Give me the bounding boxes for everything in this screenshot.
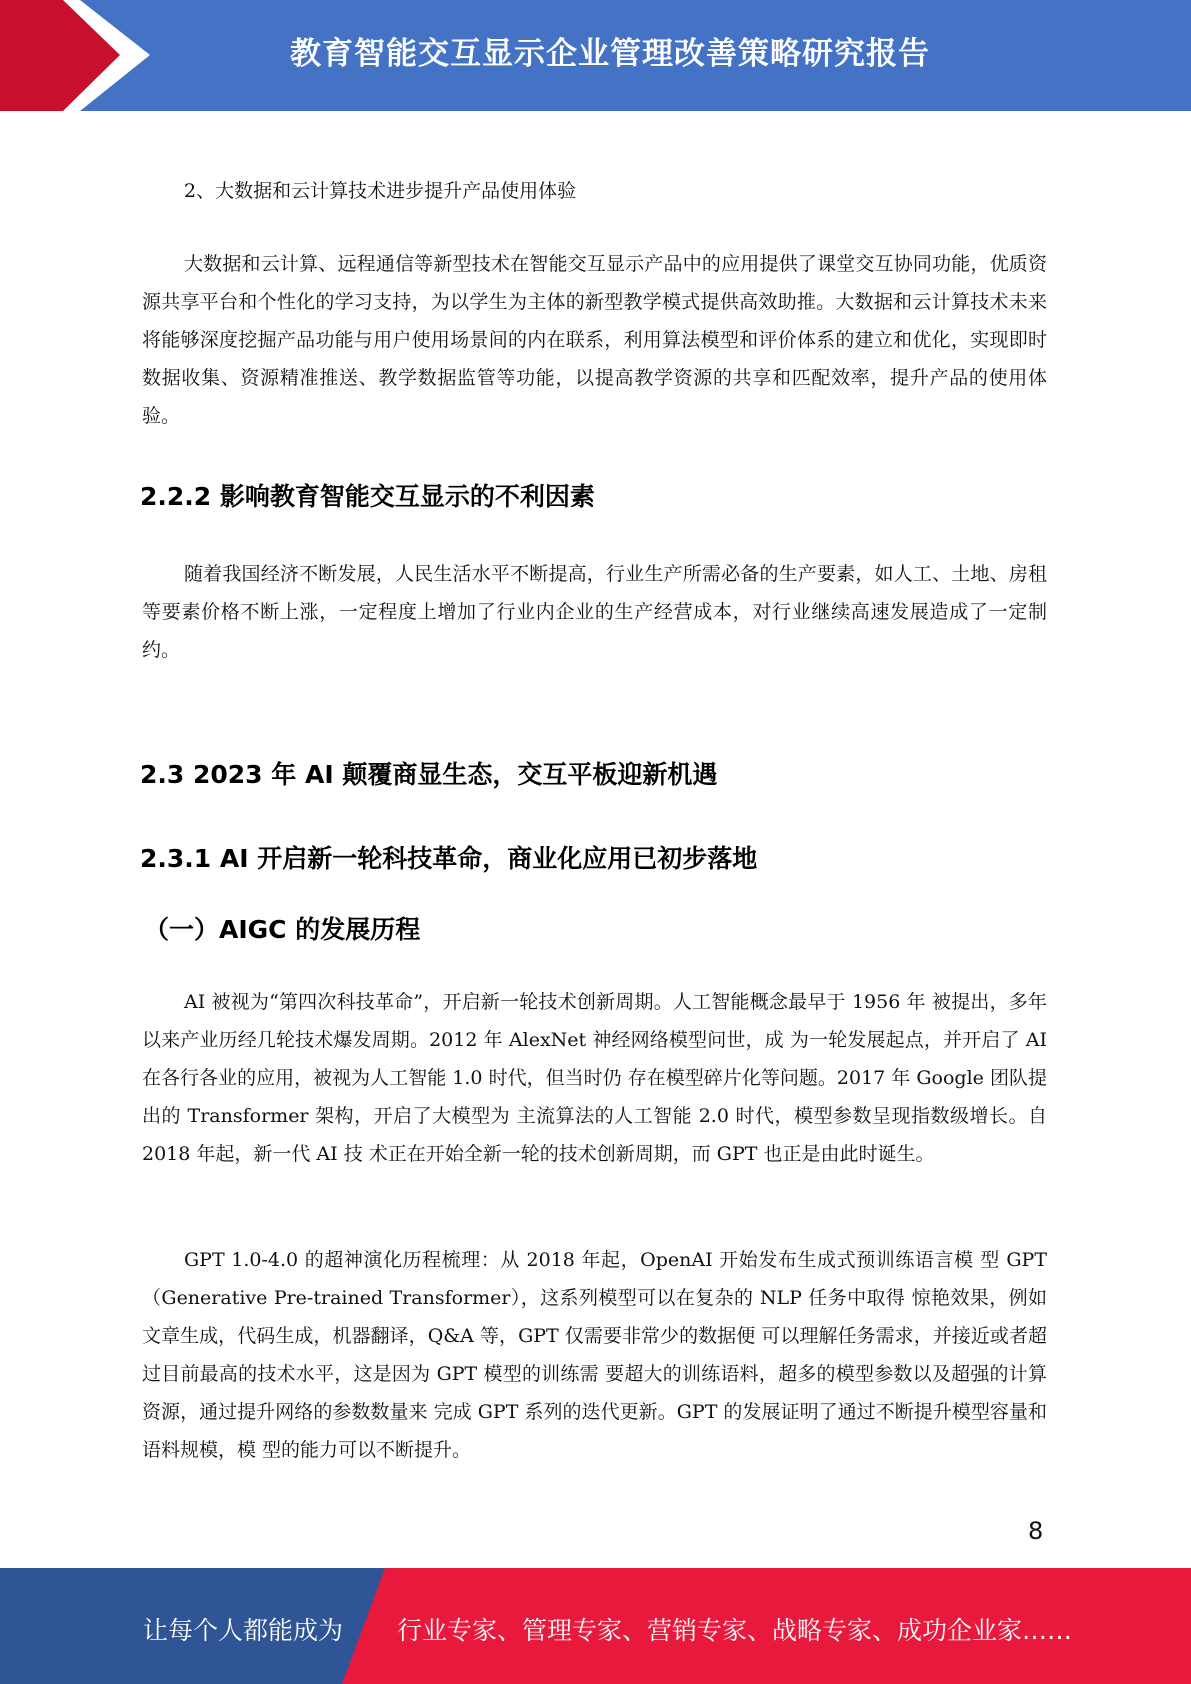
page-footer	[0, 1568, 1191, 1684]
footer-slogan-right: 行业专家、管理专家、营销专家、战略专家、成功企业家……	[397, 1616, 1073, 1645]
page-number: 8	[1028, 1517, 1044, 1545]
paragraph-gpt-evolution: GPT 1.0-4.0 的超神演化历程梳理：从 2018 年起，OpenAI 开始发布生成式预训练语言模 型 GPT（Generative Pre-trained Transformer），这系列模型可以在复杂的 NLP 任务中取得 惊艳效果，例如文章生成，代码生成，机器翻译，Q&A 等，GPT 仅需要非常少的数据便 可以理解任务需求，并接近或者超过目前最高的技术水平，这是因为 GPT 模型的训练需 要超大的训练语料，超多的模型参数以及超强的计算资源，通过提升网络的参数数量来 完成 GPT 系列的迭代更新。GPT 的发展证明了通过不断提升模型容量和语料规模，模 型的能力可以不断提升。	[142, 1249, 1047, 1461]
paragraph-bigdata: 大数据和云计算、远程通信等新型技术在智能交互显示产品中的应用提供了课堂交互协同功能，优质资源共享平台和个性化的学习支持，为以学生为主体的新型教学模式提供高效助推。大数据和云计算技术未来将能够深度挖掘产品功能与用户使用场景间的内在联系，利用算法模型和评价体系的建立和优化，实现即时数据收集、资源精准推送、教学数据监管等功能，以提高教学资源的共享和匹配效率，提升产品的使用体验。	[142, 253, 1047, 427]
page-header	[0, 0, 1191, 111]
subsection-heading-aigc: （一）AIGC 的发展历程	[144, 915, 421, 944]
section-heading-2-3-1: 2.3.1 AI 开启新一轮科技革命，商业化应用已初步落地	[140, 844, 758, 873]
section-heading-2-2-2: 2.2.2 影响教育智能交互显示的不利因素	[140, 482, 595, 511]
paragraph-ai-history: AI 被视为“第四次科技革命”，开启新一轮技术创新周期。人工智能概念最早于 1956 年 被提出，多年以来产业历经几轮技术爆发周期。2012 年 AlexNet 神经网络模型问世，成 为一轮发展起点，并开启了 AI 在各行各业的应用，被视为人工智能 1.0 时代，但当时仍 存在模型碎片化等问题。2017 年 Google 团队提出的 Transformer 架构，开启了大模型为 主流算法的人工智能 2.0 时代，模型参数呈现指数级增长。自 2018 年起，新一代 AI 技 术正在开始全新一轮的技术创新周期，而 GPT 也正是由此时诞生。	[142, 991, 1047, 1165]
section-heading-2-3: 2.3 2023 年 AI 颠覆商显生态，交互平板迎新机遇	[140, 760, 718, 789]
paragraph-unfavorable-factors: 随着我国经济不断发展，人民生活水平不断提高，行业生产所需必备的生产要素，如人工、土地、房租等要素价格不断上涨，一定程度上增加了行业内企业的生产经营成本，对行业继续高速发展造成了一定制约。	[142, 563, 1047, 661]
item-heading: 2、大数据和云计算技术进步提升产品使用体验	[184, 180, 577, 202]
header-arrow-decoration	[0, 0, 160, 111]
footer-slogan-left: 让每个人都能成为	[143, 1616, 344, 1645]
report-title: 教育智能交互显示企业管理改善策略研究报告	[290, 36, 930, 72]
